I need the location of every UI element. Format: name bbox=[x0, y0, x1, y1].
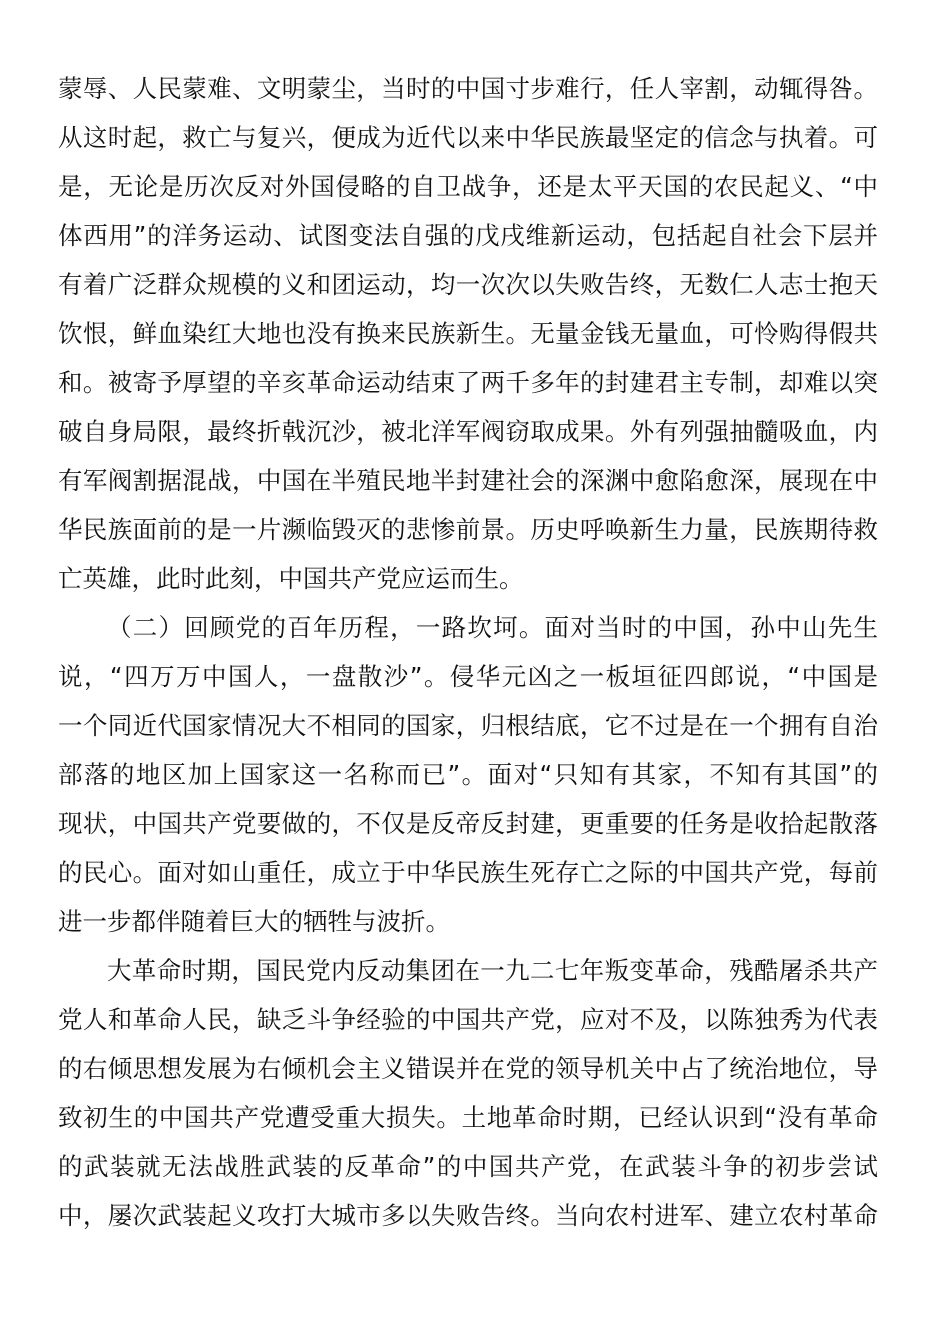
body-line: 一个同近代国家情况大不相同的国家，归根结底，它不过是在一个拥有自治 bbox=[58, 711, 878, 740]
body-line: 进一步都伴随着巨大的牺牲与波折。 bbox=[58, 907, 450, 936]
section-heading-line: （二）回顾党的百年历程，一路坎坷。面对当时的中国，孙中山先生 bbox=[107, 613, 878, 642]
body-line: 的武装就无法战胜武装的反革命”的中国共产党，在武装斗争的初步尝试 bbox=[58, 1152, 878, 1181]
body-line: 部落的地区加上国家这一名称而已”。面对“只知有其家，不知有其国”的 bbox=[58, 760, 878, 789]
body-line: 有军阀割据混战，中国在半殖民地半封建社会的深渊中愈陷愈深，展现在中 bbox=[58, 466, 878, 495]
body-line: 亡英雄，此时此刻，中国共产党应运而生。 bbox=[58, 564, 524, 593]
body-line: 华民族面前的是一片濒临毁灭的悲惨前景。历史呼唤新生力量，民族期待救 bbox=[58, 515, 878, 544]
body-line: 体西用”的洋务运动、试图变法自强的戊戌维新运动，包括起自社会下层并 bbox=[58, 221, 878, 250]
body-line: 党人和革命人民，缺乏斗争经验的中国共产党，应对不及，以陈独秀为代表 bbox=[58, 1005, 878, 1034]
body-line: 破自身局限，最终折戟沉沙，被北洋军阀窃取成果。外有列强抽髓吸血，内 bbox=[58, 417, 878, 446]
body-line: 大革命时期，国民党内反动集团在一九二七年叛变革命，残酷屠杀共产 bbox=[107, 956, 878, 985]
body-line: 致初生的中国共产党遭受重大损失。土地革命时期，已经认识到“没有革命 bbox=[58, 1103, 878, 1132]
body-line: 饮恨，鲜血染红大地也没有换来民族新生。无量金钱无量血，可怜购得假共 bbox=[58, 319, 878, 348]
document-body bbox=[58, 64, 878, 1240]
body-line: 说，“四万万中国人，一盘散沙”。侵华元凶之一板垣征四郎说，“中国是 bbox=[58, 662, 878, 691]
body-line: 现状，中国共产党要做的，不仅是反帝反封建，更重要的任务是收拾起散落 bbox=[58, 809, 878, 838]
body-line: 蒙辱、人民蒙难、文明蒙尘，当时的中国寸步难行，任人宰割，动辄得咎。 bbox=[58, 74, 878, 103]
body-line: 的右倾思想发展为右倾机会主义错误并在党的领导机关中占了统治地位，导 bbox=[58, 1054, 878, 1083]
body-line: 有着广泛群众规模的义和团运动，均一次次以失败告终，无数仁人志士抱天 bbox=[58, 270, 878, 299]
body-line: 从这时起，救亡与复兴，便成为近代以来中华民族最坚定的信念与执着。可 bbox=[58, 123, 878, 152]
body-line: 和。被寄予厚望的辛亥革命运动结束了两千多年的封建君主专制，却难以突 bbox=[58, 368, 878, 397]
body-line: 的民心。面对如山重任，成立于中华民族生死存亡之际的中国共产党，每前 bbox=[58, 858, 878, 887]
body-line: 中，屡次武装起义攻打大城市多以失败告终。当向农村进军、建立农村革命 bbox=[58, 1201, 878, 1230]
body-line: 是，无论是历次反对外国侵略的自卫战争，还是太平天国的农民起义、“中 bbox=[58, 172, 878, 201]
